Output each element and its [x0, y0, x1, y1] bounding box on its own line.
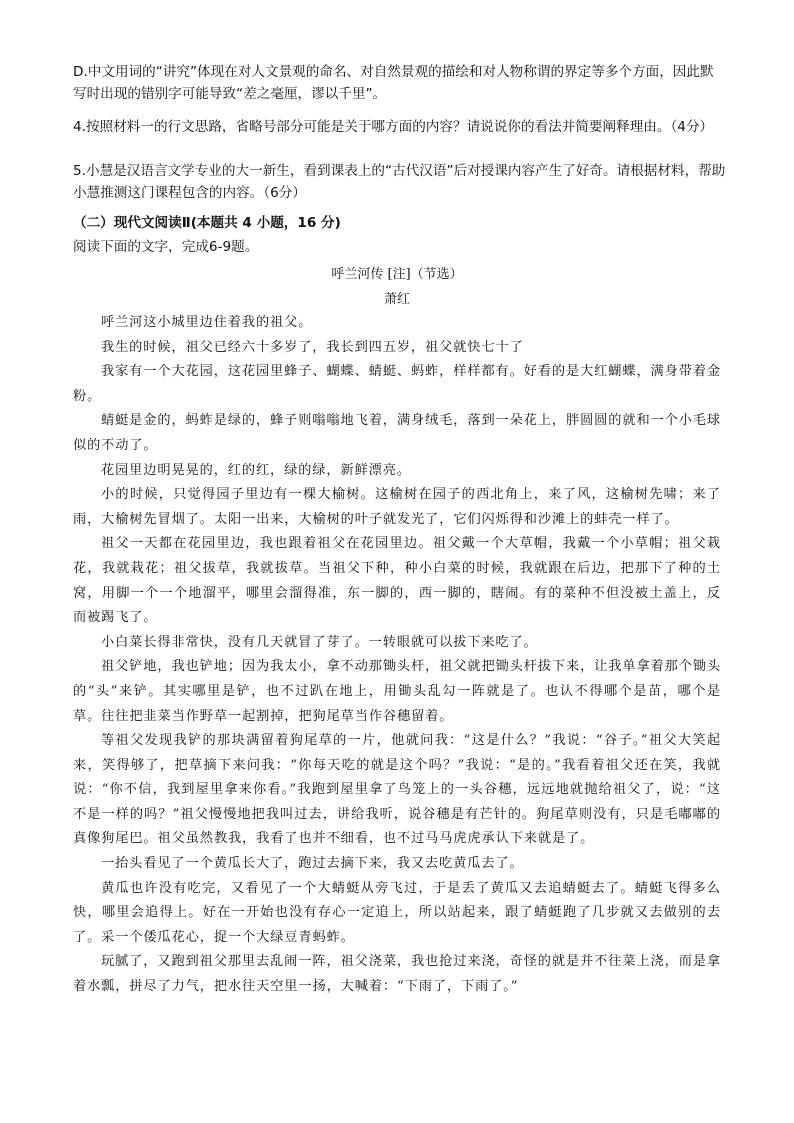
section-instruction: 阅读下面的文字，完成6-9题。 — [73, 239, 259, 255]
article-author: 萧红 — [383, 292, 410, 307]
article-paragraph: 一抬头看见了一个黄瓜长大了，跑过去摘下来，我又去吃黄瓜去了。 — [101, 856, 524, 872]
article-paragraph: 呼兰河这小城里边住着我的祖父。 — [101, 315, 313, 330]
question-4: 4.按照材料一的行文思路，省略号部分可能是关于哪方面的内容？请说说你的看法并简要阐释理由。（4分） — [73, 119, 714, 135]
article-paragraph: 小的时候，只觉得园子里边有一棵大榆树。这榆树在园子的西北角上，来了风，这榆树先啸；来了雨，大榆树先冒烟了。太阳一出来，大榆树的叶子就发光了，它们闪烁得和沙滩上的蚌壳一样了。 — [73, 487, 721, 527]
article-paragraph: 我家有一个大花园，这花园里蜂子、蝴蝶、蜻蜓、蚂蚱，样样都有。好看的是大红蝴蝶，满身带着金粉。 — [73, 364, 721, 404]
article-paragraph: 小白菜长得非常快，没有几天就冒了芽了。一转眼就可以拔下来吃了。 — [101, 634, 538, 650]
article-paragraph: 花园里边明晃晃的，红的红，绿的绿，新鲜漂亮。 — [101, 462, 411, 478]
article-title: 呼兰河传 [注]（节选） — [331, 267, 463, 282]
article-body — [73, 311, 721, 1000]
article-paragraph: 等祖父发现我铲的那块满留着狗尾草的一片，他就问我：“这是什么？”我说：“谷子。”祖父大笑起来，笑得够了，把草摘下来问我：“你每天吃的就是这个吗？”我说：“是的。”我看着祖父还在笑，我就说：“你不信，我到屋里拿来你看。”我跑到屋里拿了鸟笼上的一头谷穗，远远地就抛给祖父了，说：“这不是一样的吗？”祖父慢慢地把我叫过去，讲给我听，说谷穗是有芒针的。狗尾草则没有，只是毛嘟嘟的真像狗尾巴。祖父虽然教我，我看了也并不细看，也不过马马虎虎承认下来就是了。 — [73, 733, 721, 847]
article-paragraph: 玩腻了，又跑到祖父那里去乱闹一阵，祖父浇菜，我也抢过来浇，奇怪的就是并不往菜上浇，而是拿着水瓢，拼尽了力气，把水往天空里一扬，大喊着：“下雨了，下雨了。” — [73, 954, 721, 995]
article-paragraph: 蜻蜓是金的，蚂蚱是绿的，蜂子则嗡嗡地飞着，满身绒毛，落到一朵花上，胖圆圆的就和一个小毛球似的不动了。 — [73, 413, 721, 453]
section-heading: （二）现代文阅读Ⅱ(本题共 4 小题，16 分) — [73, 215, 341, 231]
question-5: 5.小慧是汉语言文学专业的大一新生，看到课表上的“古代汉语”后对授课内容产生了好奇。请根据材料，帮助小慧推测这门课程包含的内容。（6分） — [73, 163, 726, 201]
article-paragraph: 黄瓜也许没有吃完，又看见了一个大蜻蜓从旁飞过，于是丢了黄瓜又去追蜻蜓去了。蜻蜓飞得多么快，哪里会追得上。好在一开始也没有存心一定追上，所以站起来，跟了蜻蜓跑了几步就又去做别的去了。采一个倭瓜花心，捉一个大绿豆青蚂蚱。 — [73, 880, 721, 945]
article-paragraph: 祖父铲地，我也铲地；因为我太小，拿不动那锄头杆，祖父就把锄头杆拔下来，让我单拿着那个锄头的“头”来铲。其实哪里是铲，也不过趴在地上，用锄头乱勾一阵就是了。也认不得哪个是苗，哪个是草。往往把韭菜当作野草一起割掉，把狗尾草当作谷穗留着。 — [73, 659, 721, 724]
article-paragraph: 我生的时候，祖父已经六十多岁了，我长到四五岁，祖父就快七十了 — [101, 339, 524, 355]
article-paragraph: 祖父一天都在花园里边，我也跟着祖父在花园里边。祖父戴一个大草帽，我戴一个小草帽；祖父栽花，我就栽花；祖父拔草，我就拔草。当祖父下种，种小白菜的时候，我就跟在后边，把那下了种的土窝，用脚一个一个地溜平，哪里会溜得准，东一脚的，西一脚的，瞎闹。有的菜种不但没被土盖上，反而被踢飞了。 — [73, 536, 721, 626]
question-option-d: D.中文用词的“讲究”体现在对人文景观的命名、对自然景观的描绘和对人物称谓的界定等多个方面，因此默写时出现的错别字可能导致“差之毫厘，谬以千里”。 — [73, 64, 714, 102]
